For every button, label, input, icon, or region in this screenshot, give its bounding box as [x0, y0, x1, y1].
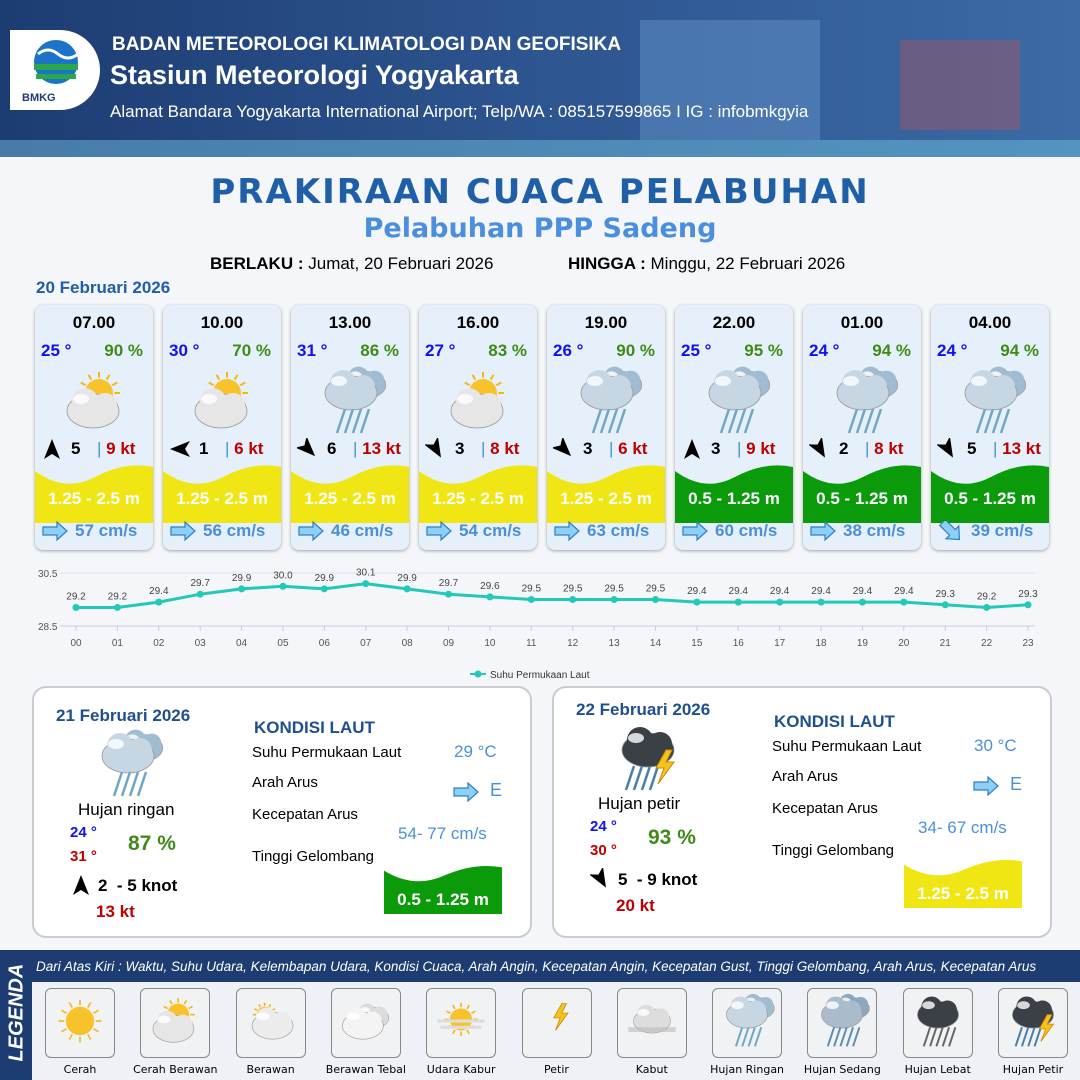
- current-direction-icon: [937, 521, 965, 541]
- data-point: [693, 599, 700, 606]
- data-point: [362, 580, 369, 587]
- cerah-berawan-icon: [441, 365, 517, 437]
- current-direction-label: Arah Arus: [772, 768, 838, 785]
- forecast-card: [547, 305, 665, 550]
- data-label: 29.2: [66, 591, 86, 603]
- temp-max: 30 °: [590, 842, 617, 859]
- day-date: 22 Februari 2026: [576, 700, 711, 719]
- gust: | 9 kt: [737, 439, 776, 458]
- hujan-ringan-icon: [825, 365, 901, 437]
- cerah-berawan-icon: [140, 988, 210, 1058]
- forecast-card: [675, 305, 793, 550]
- x-tick-label: 09: [442, 638, 455, 649]
- temperature: 25 °: [41, 341, 72, 360]
- wind-speed: 2 - 5 knot: [98, 876, 178, 895]
- wave-height: 0.5 - 1.25 m: [944, 489, 1036, 508]
- cerah-berawan-icon: [185, 365, 261, 437]
- legend-title: LEGENDA: [5, 963, 28, 1062]
- wind-direction-icon: [553, 438, 575, 460]
- x-tick-label: 17: [774, 638, 786, 649]
- wind-direction-icon: [681, 438, 703, 460]
- forecast-card: [419, 305, 537, 550]
- org-name: BADAN METEOROLOGI KLIMATOLOGI DAN GEOFISIKA: [112, 34, 622, 55]
- temperature: 27 °: [425, 341, 456, 360]
- x-tick-label: 19: [856, 638, 868, 649]
- data-point: [238, 585, 245, 592]
- current-speed: 34- 67 cm/s: [918, 818, 1007, 837]
- data-point: [321, 585, 328, 592]
- gust: | 6 kt: [225, 439, 264, 458]
- sst-chart: [0, 560, 1080, 685]
- wind-direction-icon: [425, 438, 447, 460]
- temp-min: 24 °: [70, 824, 97, 841]
- wave-height: 1.25 - 2.5 m: [560, 489, 652, 508]
- hujan-ringan-icon: [697, 365, 773, 437]
- x-tick-label: 06: [318, 638, 330, 649]
- humidity: 90 %: [616, 341, 655, 360]
- x-tick-label: 13: [608, 638, 620, 649]
- data-point: [404, 585, 411, 592]
- validity-from: BERLAKU : Jumat, 20 Februari 2026: [210, 254, 494, 273]
- data-point: [486, 593, 493, 600]
- x-tick-label: 23: [1022, 638, 1034, 649]
- x-tick-label: 14: [649, 638, 662, 649]
- hujan-sedang-icon: [807, 988, 877, 1058]
- humidity: 87 %: [128, 832, 176, 855]
- validity-to: HINGGA : Minggu, 22 Februari 2026: [568, 254, 846, 273]
- humidity: 83 %: [488, 341, 527, 360]
- legend-label: Berawan Tebal: [325, 1063, 406, 1076]
- humidity: 86 %: [360, 341, 399, 360]
- data-point: [942, 601, 949, 608]
- hujan-ringan-icon: [712, 988, 782, 1058]
- wave-height: 1.25 - 2.5 m: [432, 489, 524, 508]
- data-label: 30.1: [356, 567, 376, 579]
- legend-label: Hujan Lebat: [904, 1063, 971, 1076]
- x-tick-label: 00: [70, 638, 82, 649]
- data-label: 29.4: [894, 586, 914, 598]
- temperature: 25 °: [681, 341, 712, 360]
- daily-forecast-panel: [32, 686, 532, 938]
- current-speed-label: Kecepatan Arus: [772, 800, 878, 817]
- data-label: 29.9: [231, 572, 252, 584]
- data-label: 29.7: [190, 578, 210, 590]
- data-label: 29.9: [314, 572, 335, 584]
- sst-value: 30 °C: [974, 736, 1017, 755]
- wind-direction-icon: [809, 438, 831, 460]
- forecast-card: [931, 305, 1049, 550]
- x-tick-label: 20: [898, 638, 910, 649]
- current-direction-label: Arah Arus: [252, 774, 318, 791]
- udara-kabur-icon: [426, 988, 496, 1058]
- data-point: [73, 604, 80, 611]
- wave-height: 0.5 - 1.25 m: [816, 489, 908, 508]
- wave-height: 0.5 - 1.25 m: [397, 890, 489, 909]
- sst-label: Suhu Permukaan Laut: [772, 738, 922, 755]
- forecast-card: [163, 305, 281, 550]
- wave-label: Tinggi Gelombang: [772, 842, 895, 859]
- data-label: 30.0: [273, 570, 293, 582]
- data-label: 29.4: [769, 586, 790, 598]
- current-speed: 60 cm/s: [715, 521, 778, 540]
- hujan-ringan-icon: [569, 365, 645, 437]
- data-point: [1025, 601, 1032, 608]
- hujan-ringan-icon: [313, 365, 389, 437]
- series-line: [76, 584, 1028, 608]
- humidity: 94 %: [1000, 341, 1039, 360]
- data-label: 29.6: [480, 580, 500, 592]
- hujan-ringan-icon: [953, 365, 1029, 437]
- day-date: 21 Februari 2026: [56, 706, 191, 725]
- day1-date: 20 Februari 2026: [36, 278, 171, 297]
- data-label: 29.5: [604, 583, 624, 595]
- legend-label: Petir: [544, 1063, 569, 1076]
- berawan-tebal-icon: [331, 988, 401, 1058]
- current-direction-icon: [809, 521, 837, 541]
- current-direction-icon: [681, 521, 709, 541]
- x-tick-label: 18: [815, 638, 827, 649]
- gust: 13 kt: [96, 902, 135, 921]
- legend-label: Hujan Petir: [1002, 1063, 1064, 1076]
- legend-label: Suhu Permukaan Laut: [490, 670, 590, 681]
- current-direction-icon: [425, 521, 453, 541]
- current-direction-icon: [972, 776, 1000, 801]
- kabut-icon: [617, 988, 687, 1058]
- legend-label: Berawan: [246, 1063, 295, 1076]
- wind-speed: 1: [199, 439, 209, 458]
- time: 22.00: [712, 313, 756, 332]
- wave-label: Tinggi Gelombang: [252, 848, 375, 865]
- data-label: 29.4: [852, 586, 873, 598]
- wind-direction-icon: [169, 438, 191, 460]
- legend-marker: [475, 671, 482, 678]
- legend-label: Udara Kabur: [426, 1063, 496, 1076]
- wind-speed: 6: [327, 439, 337, 458]
- current-direction-icon: [297, 521, 325, 541]
- time: 13.00: [328, 313, 372, 332]
- data-point: [155, 599, 162, 606]
- current-speed: 54- 77 cm/s: [398, 824, 487, 843]
- wind-direction-icon: [41, 438, 63, 460]
- current-direction-icon: [41, 521, 69, 541]
- sea-condition-title: KONDISI LAUT: [774, 712, 895, 731]
- data-label: 29.3: [935, 588, 955, 600]
- hujan-lebat-icon: [903, 988, 973, 1058]
- temperature: 24 °: [809, 341, 840, 360]
- x-tick-label: 07: [360, 638, 372, 649]
- wave-height: 1.25 - 2.5 m: [917, 884, 1009, 903]
- port-name: Pelabuhan PPP Sadeng: [363, 213, 717, 244]
- gust: | 8 kt: [481, 439, 520, 458]
- data-label: 29.3: [1018, 588, 1038, 600]
- data-point: [445, 591, 452, 598]
- time: 01.00: [840, 313, 884, 332]
- current-direction-icon: [553, 521, 581, 541]
- gust: | 13 kt: [353, 439, 401, 458]
- data-label: 29.2: [976, 591, 997, 603]
- data-label: 29.4: [149, 586, 169, 598]
- legend-label: Cerah Berawan: [133, 1063, 218, 1076]
- wind-speed: 2: [839, 439, 849, 458]
- data-point: [197, 591, 204, 598]
- wind-speed: 3: [455, 439, 465, 458]
- current-direction-icon: [169, 521, 197, 541]
- data-point: [279, 583, 286, 590]
- data-label: 29.4: [728, 586, 748, 598]
- x-tick-label: 04: [236, 638, 248, 649]
- current-direction-icon: [452, 782, 480, 807]
- gust: | 13 kt: [993, 439, 1041, 458]
- time: 16.00: [456, 313, 500, 332]
- data-point: [611, 596, 618, 603]
- data-label: 29.4: [687, 586, 707, 598]
- condition: Hujan ringan: [78, 800, 175, 819]
- header-banner: [0, 0, 1080, 157]
- hujan-petir-icon: [610, 722, 686, 794]
- temp-max: 31 °: [70, 848, 97, 865]
- legend-label: Hujan Ringan: [710, 1063, 785, 1076]
- wind-direction-icon: [937, 438, 959, 460]
- current-speed: 54 cm/s: [459, 521, 522, 540]
- sea-condition-title: KONDISI LAUT: [254, 718, 375, 737]
- y-tick-label: 30.5: [38, 569, 58, 580]
- wind-direction-icon: [297, 438, 319, 460]
- wind-speed: 3: [711, 439, 721, 458]
- temperature: 30 °: [169, 341, 200, 360]
- gust: | 6 kt: [609, 439, 648, 458]
- humidity: 94 %: [872, 341, 911, 360]
- wind-speed: 5: [71, 439, 81, 458]
- data-label: 29.5: [645, 583, 666, 595]
- cerah-icon: [45, 988, 115, 1058]
- x-tick-label: 05: [277, 638, 289, 649]
- humidity: 95 %: [744, 341, 783, 360]
- gust: | 9 kt: [97, 439, 136, 458]
- legend-description: Dari Atas Kiri : Waktu, Suhu Udara, Kelembapan Udara, Kondisi Cuaca, Arah Angin, Kecepatan Angin, Kecepatan Gust, Tinggi Gelombang, Arah Arus, Kecepatan Arus: [36, 959, 1037, 974]
- data-point: [569, 596, 576, 603]
- x-tick-label: 10: [484, 638, 496, 649]
- data-point: [776, 599, 783, 606]
- x-tick-label: 22: [981, 638, 993, 649]
- hujan-ringan-icon: [90, 728, 166, 800]
- x-tick-label: 03: [194, 638, 206, 649]
- data-label: 29.5: [562, 583, 583, 595]
- legend-label: Kabut: [635, 1063, 668, 1076]
- current-speed-label: Kecepatan Arus: [252, 806, 358, 823]
- data-point: [114, 604, 121, 611]
- data-point: [983, 604, 990, 611]
- humidity: 93 %: [648, 826, 696, 849]
- forecast-card: [803, 305, 921, 550]
- data-point: [900, 599, 907, 606]
- wave-height: 0.5 - 1.25 m: [688, 489, 780, 508]
- humidity: 70 %: [232, 341, 271, 360]
- daily-forecast-panel: [552, 686, 1052, 938]
- data-label: 29.4: [811, 586, 831, 598]
- data-point: [528, 596, 535, 603]
- wave-height: 1.25 - 2.5 m: [48, 489, 140, 508]
- x-tick-label: 11: [526, 638, 537, 649]
- logo-text: BMKG: [22, 92, 56, 104]
- wind-speed: 5 - 9 knot: [618, 870, 698, 889]
- wind-speed: 5: [967, 439, 977, 458]
- wind-direction-icon: [590, 868, 612, 895]
- cerah-berawan-icon: [57, 365, 133, 437]
- forecast-card: [291, 305, 409, 550]
- current-speed: 57 cm/s: [75, 521, 138, 540]
- temp-min: 24 °: [590, 818, 617, 835]
- berawan-icon: [236, 988, 306, 1058]
- data-point: [735, 599, 742, 606]
- wave-height: 1.25 - 2.5 m: [176, 489, 268, 508]
- time: 10.00: [200, 313, 244, 332]
- x-tick-label: 15: [691, 638, 703, 649]
- time: 19.00: [584, 313, 628, 332]
- hujan-petir-icon: [998, 988, 1068, 1058]
- forecast-card: [35, 305, 153, 550]
- sst-value: 29 °C: [454, 742, 497, 761]
- current-speed: 38 cm/s: [843, 521, 906, 540]
- sst-label: Suhu Permukaan Laut: [252, 744, 402, 761]
- current-speed: 46 cm/s: [331, 521, 394, 540]
- current-speed: 63 cm/s: [587, 521, 650, 540]
- wind-direction-icon: [70, 874, 92, 901]
- x-tick-label: 08: [401, 638, 413, 649]
- gust: 20 kt: [616, 896, 655, 915]
- legend-label: Hujan Sedang: [803, 1063, 881, 1076]
- current-speed: 39 cm/s: [971, 521, 1034, 540]
- x-tick-label: 16: [732, 638, 744, 649]
- gust: | 8 kt: [865, 439, 904, 458]
- wave-height: 1.25 - 2.5 m: [304, 489, 396, 508]
- legend-label: Cerah: [63, 1063, 97, 1076]
- data-label: 29.2: [107, 591, 128, 603]
- x-tick-label: 21: [939, 638, 951, 649]
- data-point: [818, 599, 825, 606]
- current-direction: E: [490, 780, 503, 800]
- wind-speed: 3: [583, 439, 593, 458]
- x-tick-label: 01: [111, 638, 123, 649]
- temperature: 26 °: [553, 341, 584, 360]
- temperature: 31 °: [297, 341, 328, 360]
- data-label: 29.5: [521, 583, 542, 595]
- data-point: [859, 599, 866, 606]
- data-point: [652, 596, 659, 603]
- current-direction: E: [1010, 774, 1023, 794]
- temperature: 24 °: [937, 341, 968, 360]
- x-tick-label: 12: [567, 638, 579, 649]
- y-tick-label: 28.5: [38, 622, 58, 633]
- address: Alamat Bandara Yogyakarta International Airport; Telp/WA : 085157599865 I IG : infobmkgyia: [110, 102, 809, 121]
- current-speed: 56 cm/s: [203, 521, 266, 540]
- humidity: 90 %: [104, 341, 143, 360]
- page-title: PRAKIRAAN CUACA PELABUHAN: [210, 172, 870, 212]
- time: 07.00: [72, 313, 116, 332]
- data-label: 29.7: [438, 578, 459, 590]
- x-tick-label: 02: [153, 638, 165, 649]
- petir-icon: [522, 988, 592, 1058]
- condition: Hujan petir: [598, 794, 681, 813]
- station-name: Stasiun Meteorologi Yogyakarta: [110, 60, 519, 90]
- time: 04.00: [968, 313, 1012, 332]
- data-label: 29.9: [397, 572, 417, 584]
